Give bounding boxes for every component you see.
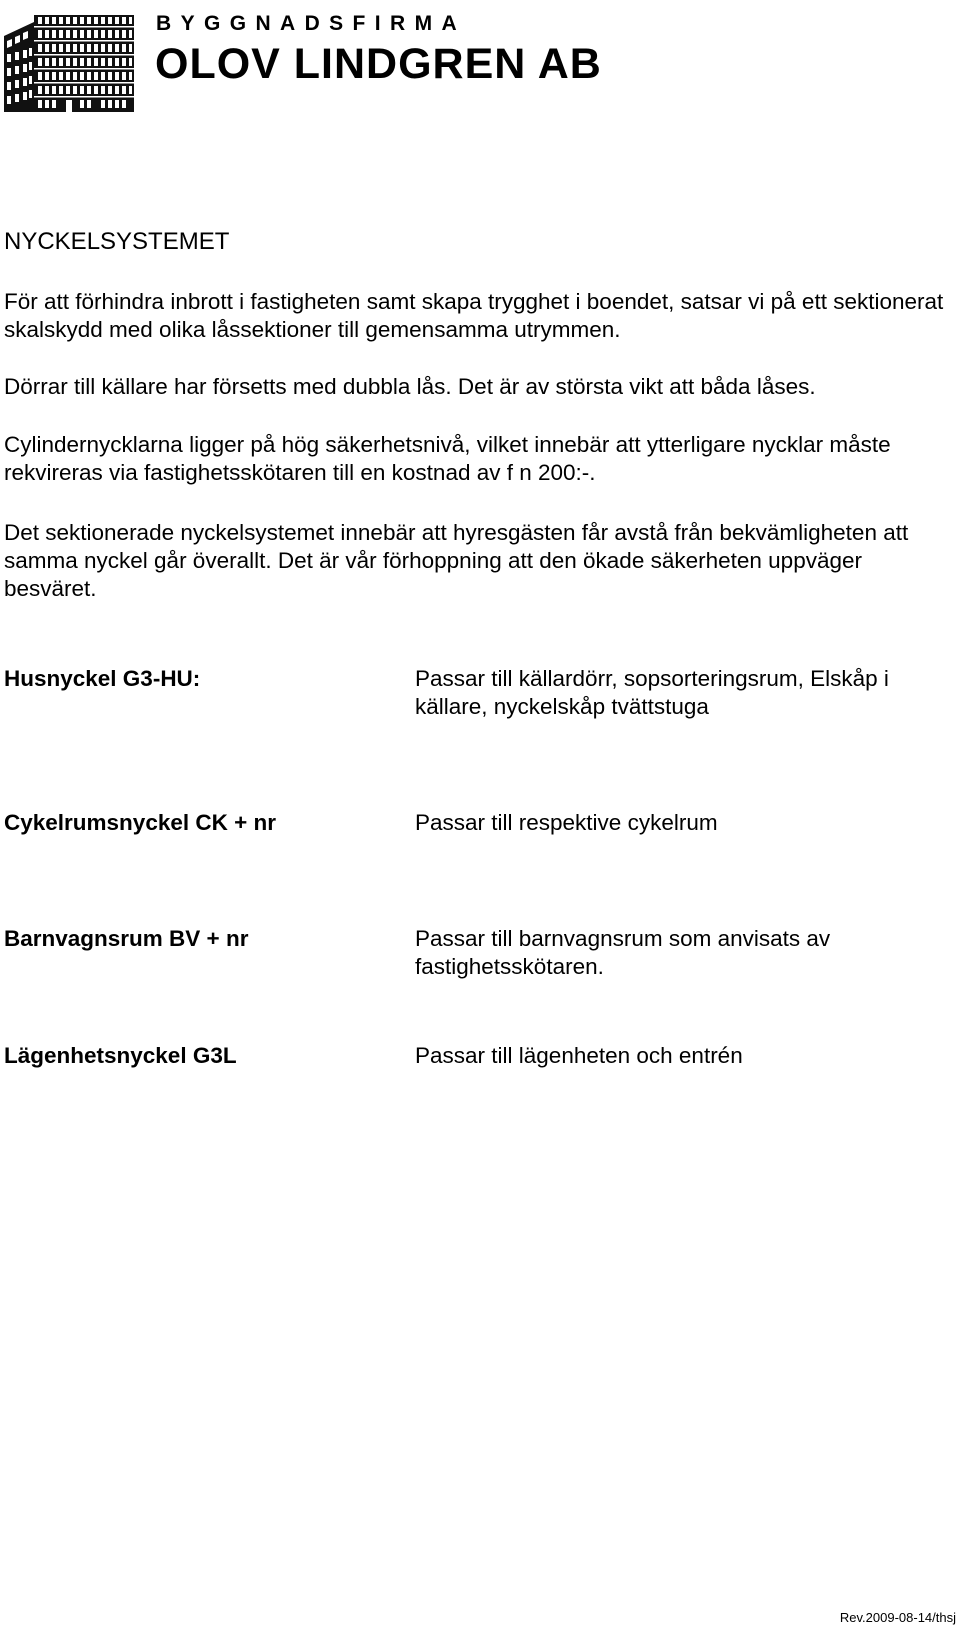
company-name: OLOV LINDGREN AB	[155, 40, 602, 88]
key-label-barnvagnsrum: Barnvagnsrum BV + nr	[4, 926, 249, 951]
paragraph-sectioned-system: Det sektionerade nyckelsystemet innebär att hyresgästen får avstå från bekvämligheten att samma nyckel går överallt. Det är vår förhoppning att den ökade säkerheten uppväger besväret.	[4, 520, 909, 601]
key-description-husnyckel: Passar till källardörr, sopsorteringsrum, Elskåp i källare, nyckelskåp tvättstuga	[415, 666, 889, 719]
revision-note: Rev.2009-08-14/thsj	[839, 1610, 956, 1625]
key-label-lagenhet: Lägenhetsnyckel G3L	[4, 1043, 237, 1068]
paragraph-intro: För att förhindra inbrott i fastigheten samt skapa trygghet i boendet, satsar vi på ett sektionerat skalskydd med olika låssektioner till gemensamma utrymmen.	[4, 289, 944, 342]
key-description-cykelrum: Passar till respektive cykelrum	[415, 810, 718, 835]
key-description-lagenhet: Passar till lägenheten och entrén	[415, 1043, 743, 1068]
key-description-barnvagnsrum: Passar till barnvagnsrum som anvisats av fastighetsskötaren.	[415, 926, 831, 979]
page-title: NYCKELSYSTEMET	[4, 228, 230, 255]
company-tagline: BYGGNADSFIRMA	[156, 12, 467, 35]
paragraph-double-locks: Dörrar till källare har försetts med dubbla lås. Det är av största vikt att båda låses.	[4, 374, 816, 399]
building-illustration-icon	[4, 8, 134, 112]
key-label-husnyckel: Husnyckel G3-HU:	[4, 666, 201, 691]
paragraph-cylinder-keys: Cylindernycklarna ligger på hög säkerhetsnivå, vilket innebär att ytterligare nycklar måste rekvireras via fastighetsskötaren till en kostnad av f n 200:-.	[4, 432, 891, 485]
key-label-cykelrum: Cykelrumsnyckel CK + nr	[4, 810, 276, 835]
